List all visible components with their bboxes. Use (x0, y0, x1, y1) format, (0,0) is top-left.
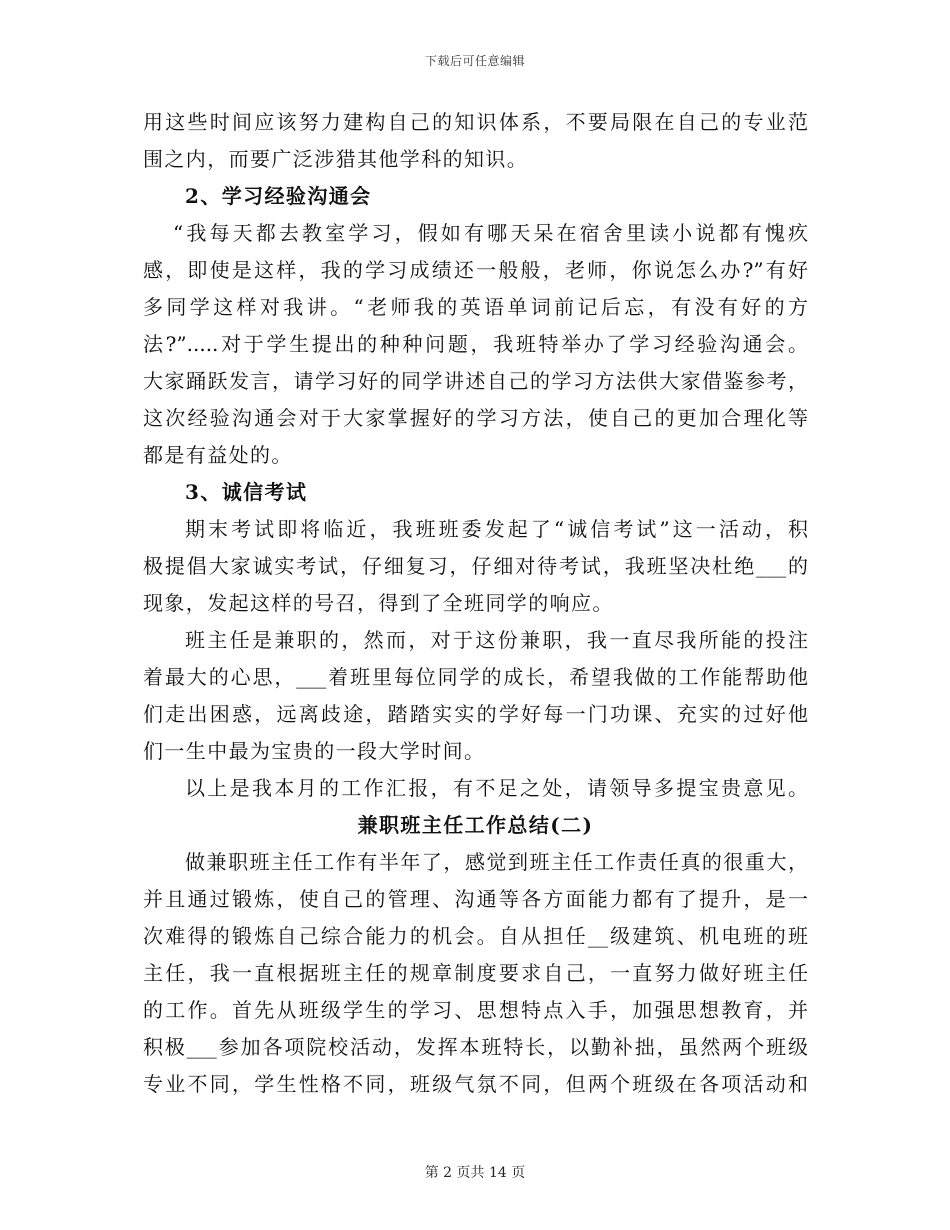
text-line: “我每天都去教室学习，假如有哪天呆在宿舍里读小说都有愧疚 (173, 221, 808, 245)
text-line: 感，即使是这样，我的学习成绩还一般般，老师，你说怎么办?”有好 (143, 258, 808, 282)
text-line: 这次经验沟通会对于大家掌握好的学习方法，使自己的更加合理化等 (143, 406, 808, 430)
text-line: 主任，我一直根据班主任的规章制度要求自己，一直努力做好班主任 (143, 961, 808, 985)
text-line: 现象，发起这样的号召，得到了全班同学的响应。 (143, 591, 614, 615)
page-header: 下载后可任意编辑 (424, 54, 525, 68)
text-line: 们一生中最为宝贵的一段大学时间。 (143, 739, 486, 763)
text-line: 多同学这样对我讲。“老师我的英语单词前记后忘，有没有好的方 (143, 295, 808, 319)
text-line: 次难得的锻炼自己综合能力的机会。自从担任__级建筑、机电班的班 (143, 924, 808, 948)
text-line: 大家踊跃发言，请学习好的同学讲述自己的学习方法供大家借鉴参考， (143, 369, 808, 393)
text-line: 以上是我本月的工作汇报，有不足之处，请领导多提宝贵意见。 (185, 776, 808, 800)
document-body (143, 104, 808, 1103)
text-line: 积极___参加各项院校活动，发挥本班特长，以勤补拙，虽然两个班级 (143, 1035, 808, 1059)
text-line: 围之内，而要广泛涉猎其他学科的知识。 (143, 147, 529, 171)
page-number: 第 2 页共 14 页 (424, 1165, 526, 1181)
section-heading-honest-exam: 3、诚信考试 (185, 480, 308, 504)
text-line: 期末考试即将临近，我班班委发起了“诚信考试”这一活动，积 (185, 517, 808, 541)
text-line: 并且通过锻炼，使自己的管理、沟通等各方面能力都有了提升，是一 (143, 887, 808, 911)
text-line: 用这些时间应该努力建构自己的知识体系，不要局限在自己的专业范 (143, 110, 808, 134)
text-line: 的工作。首先从班级学生的学习、思想特点入手，加强思想教育，并 (143, 998, 808, 1022)
section-heading-learning-exchange: 2、学习经验沟通会 (185, 184, 372, 208)
text-line: 做兼职班主任工作有半年了，感觉到班主任工作责任真的很重大， (185, 850, 808, 874)
text-line: 着最大的心思，___着班里每位同学的成长，希望我做的工作能帮助他 (143, 665, 808, 689)
text-line: 们走出困惑，远离歧途，踏踏实实的学好每一门功课、充实的过好他 (143, 702, 808, 726)
document-title: 兼职班主任工作总结(二) (357, 813, 594, 837)
text-line: 班主任是兼职的，然而，对于这份兼职，我一直尽我所能的投注 (185, 628, 808, 652)
text-line: 都是有益处的。 (143, 443, 293, 467)
text-line: 专业不同，学生性格不同，班级气氛不同，但两个班级在各项活动和 (143, 1072, 808, 1096)
text-line: 极提倡大家诚实考试，仔细复习，仔细对待考试，我班坚决杜绝___的 (143, 554, 808, 578)
text-line: 法?”.....对于学生提出的种种问题，我班特举办了学习经验沟通会。 (143, 332, 808, 356)
